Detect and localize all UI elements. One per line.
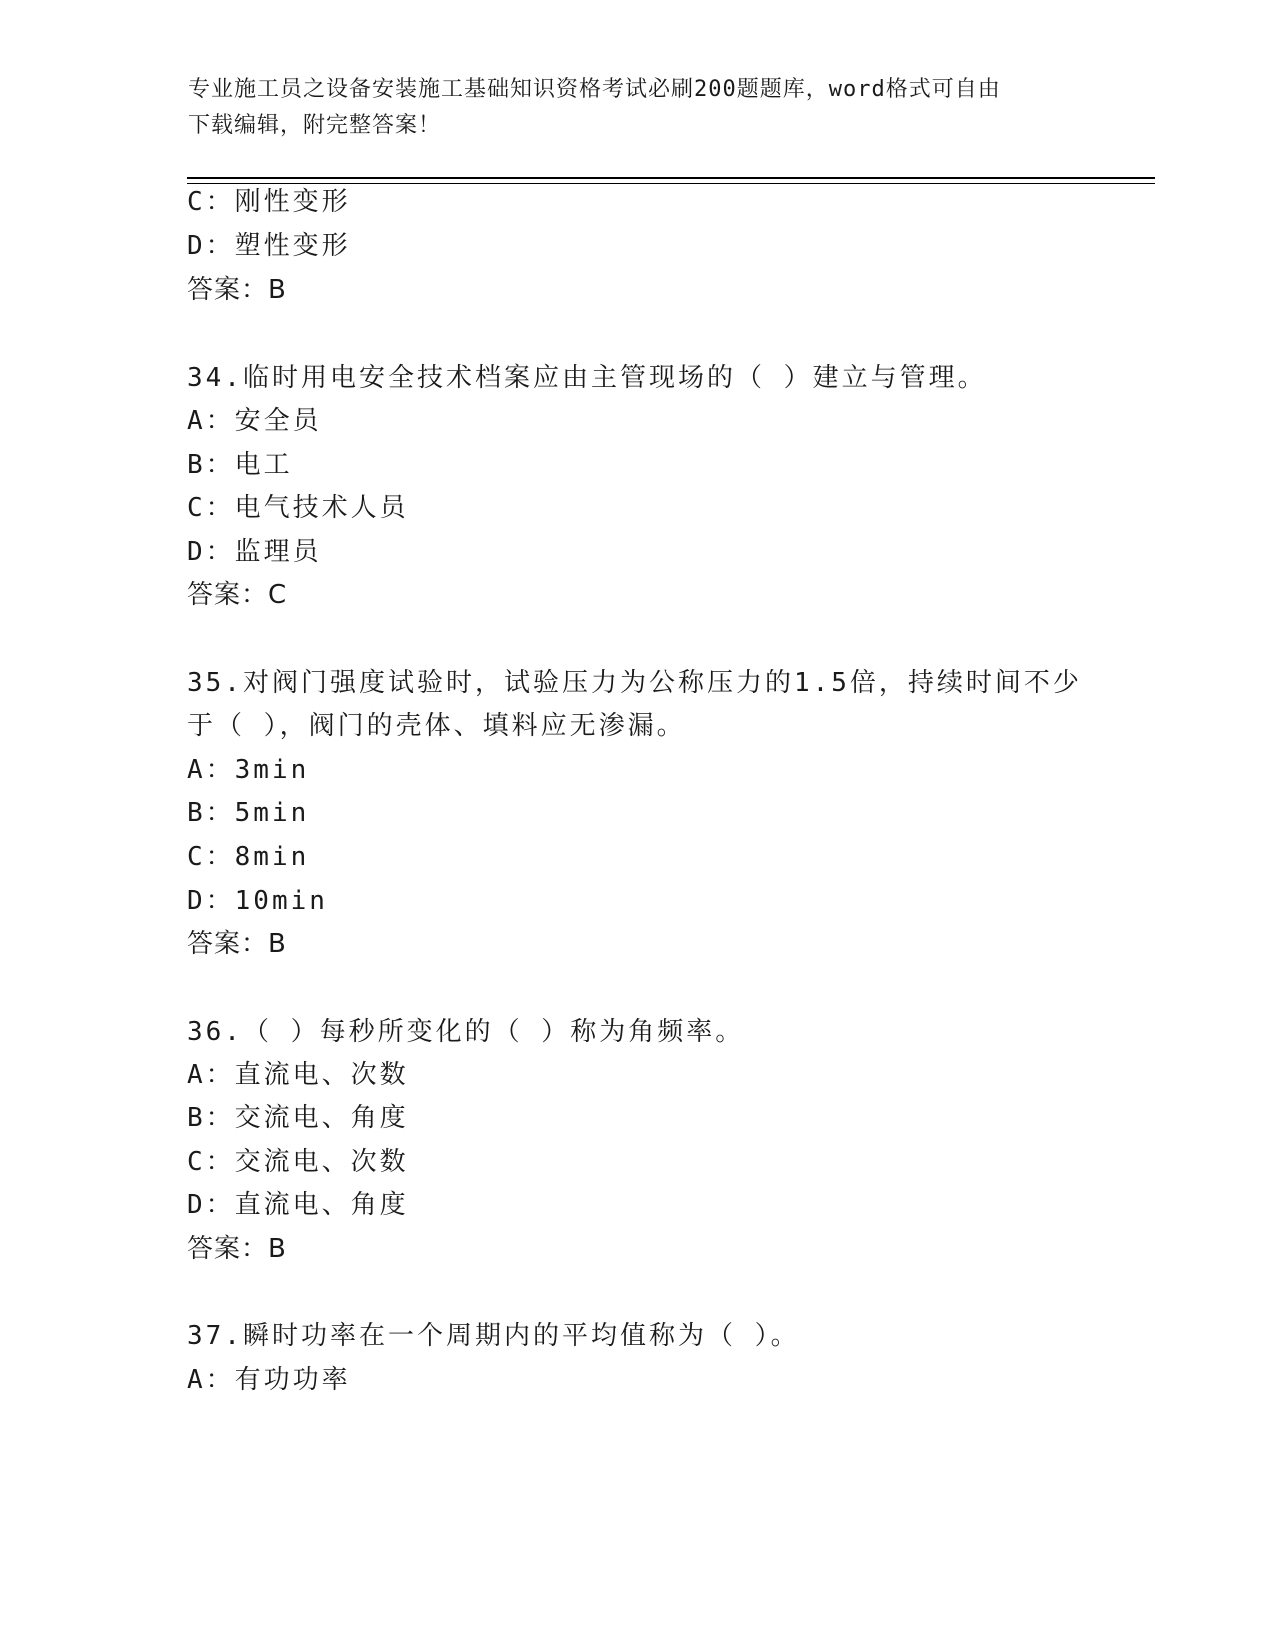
option-a: A：有功功率 — [187, 1365, 351, 1395]
question-37: 37.瞬时功率在一个周期内的平均值称为（ ）。 — [187, 1321, 800, 1351]
option-c: C：8min — [187, 842, 310, 872]
document-header — [188, 72, 1088, 144]
header-divider-thin — [187, 183, 1155, 184]
option-a: A：安全员 — [187, 406, 322, 436]
option-d: D：监理员 — [187, 537, 322, 567]
option-a: A：3min — [187, 755, 310, 785]
answer: 答案：B — [187, 1234, 287, 1264]
answer: 答案：B — [187, 929, 287, 959]
header-line-2: 下载编辑，附完整答案！ — [188, 113, 442, 138]
option-b: B：电工 — [187, 450, 293, 480]
answer: 答案：B — [187, 275, 287, 305]
option-d: D：塑性变形 — [187, 231, 351, 261]
header-line-1: 专业施工员之设备安装施工基础知识资格考试必刷200题题库，word格式可自由 — [188, 77, 1001, 102]
question-36: 36.（ ）每秒所变化的（ ）称为角频率。 — [187, 1017, 745, 1047]
question-35-line-1: 35.对阀门强度试验时，试验压力为公称压力的1.5倍，持续时间不少 — [187, 668, 1082, 698]
option-d: D：10min — [187, 886, 328, 916]
option-c: C：刚性变形 — [187, 187, 351, 217]
header-divider-thick — [187, 177, 1155, 179]
option-c: C：交流电、次数 — [187, 1147, 409, 1177]
option-b: B：5min — [187, 798, 310, 828]
option-d: D：直流电、角度 — [187, 1190, 409, 1220]
answer: 答案：C — [187, 580, 288, 610]
question-34: 34.临时用电安全技术档案应由主管现场的（ ）建立与管理。 — [187, 363, 987, 393]
question-35-line-2: 于（ ），阀门的壳体、填料应无渗漏。 — [187, 711, 686, 741]
option-a: A：直流电、次数 — [187, 1060, 409, 1090]
option-c: C：电气技术人员 — [187, 493, 409, 523]
option-b: B：交流电、角度 — [187, 1103, 409, 1133]
